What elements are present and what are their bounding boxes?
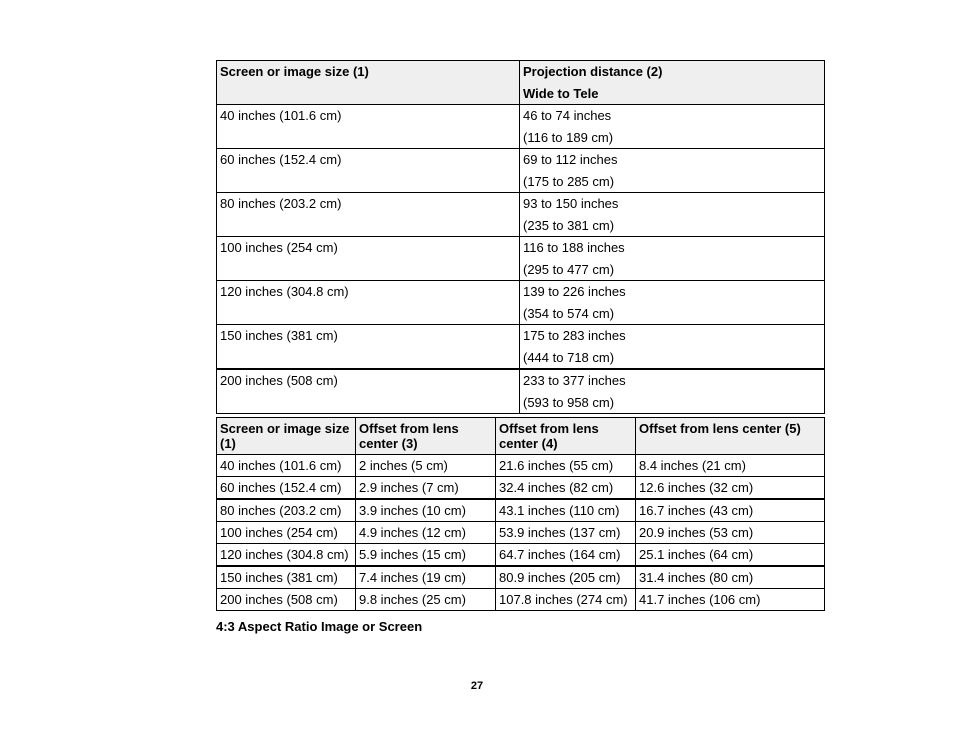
table-row (217, 369, 825, 414)
screen-size-cell: 60 inches (152.4 cm) (217, 149, 520, 193)
screen-size-cell: 150 inches (381 cm) (217, 566, 356, 589)
offset-3-cell: 2 inches (5 cm) (356, 455, 496, 477)
screen-size-cell: 80 inches (203.2 cm) (217, 193, 520, 237)
table-header-row (217, 61, 825, 105)
page-number: 27 (470, 680, 484, 692)
table-row (217, 105, 825, 149)
table-row (217, 325, 825, 370)
offset-5-cell: 31.4 inches (80 cm) (636, 566, 825, 589)
header-projection-distance-label: Projection distance (2) (523, 64, 663, 79)
section-heading: 4:3 Aspect Ratio Image or Screen (216, 619, 423, 634)
lens-offset-table (216, 417, 825, 611)
offset-5-cell: 20.9 inches (53 cm) (636, 522, 825, 544)
offset-4-cell: 107.8 inches (274 cm) (496, 589, 636, 611)
header-wide-to-tele-label: Wide to Tele (523, 85, 599, 101)
offset-3-cell: 9.8 inches (25 cm) (356, 589, 496, 611)
offset-4-cell: 64.7 inches (164 cm) (496, 544, 636, 567)
screen-size-cell: 100 inches (254 cm) (217, 237, 520, 281)
offset-5-cell: 16.7 inches (43 cm) (636, 499, 825, 522)
offset-3-cell: 5.9 inches (15 cm) (356, 544, 496, 567)
screen-size-cell: 120 inches (304.8 cm) (217, 544, 356, 567)
offset-5-cell: 25.1 inches (64 cm) (636, 544, 825, 567)
table-row (217, 499, 825, 522)
table-row (217, 544, 825, 567)
distance-cell: 116 to 188 inches (295 to 477 cm) (520, 237, 825, 281)
table-header-row (217, 418, 825, 455)
screen-size-cell: 80 inches (203.2 cm) (217, 499, 356, 522)
header-projection-distance (520, 61, 825, 105)
screen-size-cell: 100 inches (254 cm) (217, 522, 356, 544)
distance-cell: 69 to 112 inches (175 to 285 cm) (520, 149, 825, 193)
table-row (217, 237, 825, 281)
offset-3-cell: 3.9 inches (10 cm) (356, 499, 496, 522)
offset-4-cell: 43.1 inches (110 cm) (496, 499, 636, 522)
screen-size-cell: 40 inches (101.6 cm) (217, 455, 356, 477)
offset-3-cell: 4.9 inches (12 cm) (356, 522, 496, 544)
table-row (217, 149, 825, 193)
table-row (217, 589, 825, 611)
screen-size-cell: 200 inches (508 cm) (217, 369, 520, 414)
offset-5-cell: 12.6 inches (32 cm) (636, 477, 825, 500)
table-row (217, 281, 825, 325)
offset-3-cell: 7.4 inches (19 cm) (356, 566, 496, 589)
header-offset-5: Offset from lens center (5) (636, 418, 825, 455)
offset-5-cell: 8.4 inches (21 cm) (636, 455, 825, 477)
distance-cell: 93 to 150 inches (235 to 381 cm) (520, 193, 825, 237)
offset-4-cell: 53.9 inches (137 cm) (496, 522, 636, 544)
screen-size-cell: 60 inches (152.4 cm) (217, 477, 356, 500)
distance-cell: 175 to 283 inches (444 to 718 cm) (520, 325, 825, 370)
table-row (217, 566, 825, 589)
screen-size-cell: 120 inches (304.8 cm) (217, 281, 520, 325)
offset-5-cell: 41.7 inches (106 cm) (636, 589, 825, 611)
header-offset-3: Offset from lens center (3) (356, 418, 496, 455)
distance-cell: 139 to 226 inches (354 to 574 cm) (520, 281, 825, 325)
screen-size-cell: 150 inches (381 cm) (217, 325, 520, 370)
screen-size-cell: 200 inches (508 cm) (217, 589, 356, 611)
table-row (217, 193, 825, 237)
header-offset-4: Offset from lens center (4) (496, 418, 636, 455)
offset-3-cell: 2.9 inches (7 cm) (356, 477, 496, 500)
distance-cell: 46 to 74 inches (116 to 189 cm) (520, 105, 825, 149)
distance-cell: 233 to 377 inches (593 to 958 cm) (520, 369, 825, 414)
offset-4-cell: 21.6 inches (55 cm) (496, 455, 636, 477)
table-row (217, 455, 825, 477)
projection-distance-table (216, 60, 825, 414)
header-screen-size: Screen or image size (1) (217, 61, 520, 105)
table-row (217, 522, 825, 544)
header-screen-size: Screen or image size (1) (217, 418, 356, 455)
screen-size-cell: 40 inches (101.6 cm) (217, 105, 520, 149)
offset-4-cell: 32.4 inches (82 cm) (496, 477, 636, 500)
table-row (217, 477, 825, 500)
offset-4-cell: 80.9 inches (205 cm) (496, 566, 636, 589)
